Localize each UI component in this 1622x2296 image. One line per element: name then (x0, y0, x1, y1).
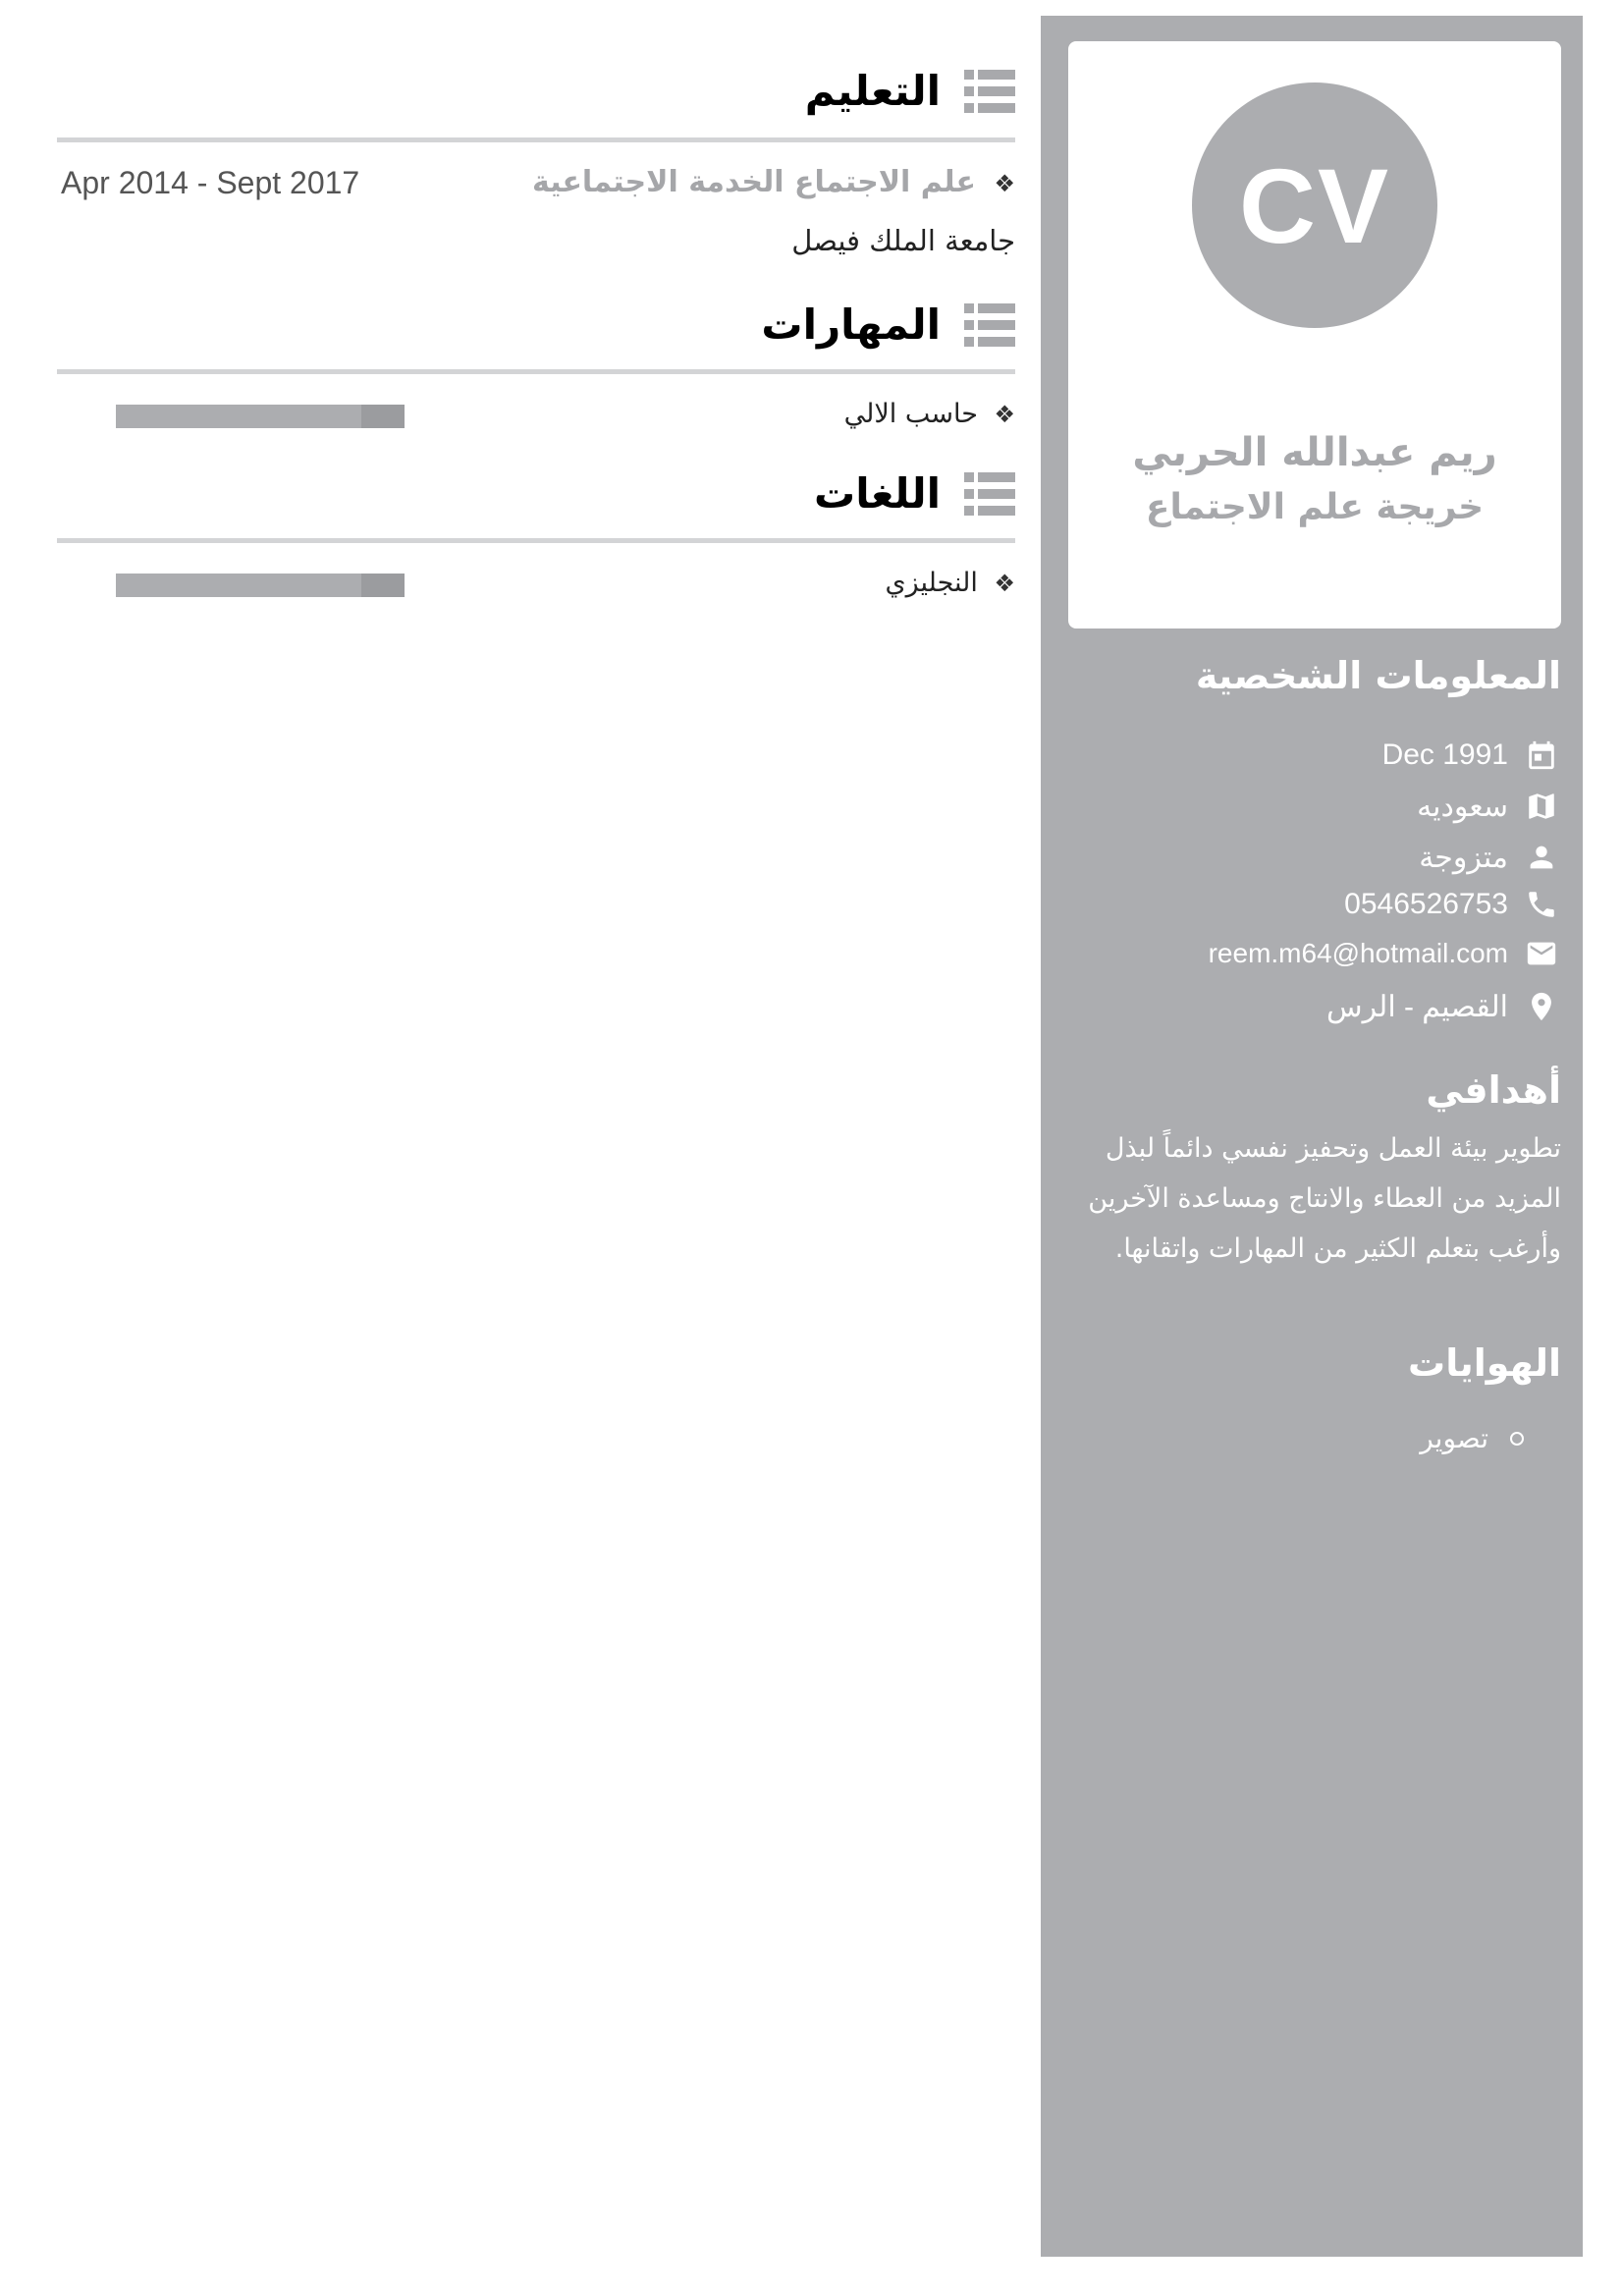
goals-heading: أهدافي (1426, 1068, 1561, 1112)
info-row-marital (1419, 835, 1561, 880)
language-label: النجليزي (885, 568, 978, 598)
hollow-bullet-icon (1510, 1432, 1524, 1446)
education-dates: Apr 2014 - Sept 2017 (61, 165, 360, 200)
birthdate-text: Dec 1991 (1381, 738, 1508, 771)
skills-heading: المهارات (761, 301, 941, 349)
cv-badge-text: CV (1238, 145, 1391, 265)
mail-icon (1522, 934, 1561, 973)
profile-card (1068, 41, 1561, 629)
cv-badge (1192, 82, 1437, 328)
skill-level-bar (116, 405, 405, 428)
list-icon (964, 70, 1015, 113)
person-title: خريجة علم الاجتماع (1145, 487, 1485, 527)
calendar-icon (1522, 736, 1561, 775)
info-row-phone (1344, 882, 1561, 927)
languages-divider (57, 538, 1015, 543)
list-icon (964, 472, 1015, 516)
education-section-header (805, 67, 1015, 115)
info-row-email (1209, 931, 1561, 976)
skill-label: حاسب الالي (843, 399, 978, 429)
nationality-text: سعوديه (1417, 790, 1508, 823)
diamond-bullet-icon: ❖ (994, 570, 1015, 597)
education-heading: التعليم (804, 67, 941, 115)
hobbies-heading: الهوايات (1408, 1341, 1561, 1385)
personal-info-heading: المعلومات الشخصية (1195, 654, 1561, 697)
location-pin-icon (1522, 987, 1561, 1026)
degree-label: علم الاجتماع الخدمة الاجتماعية (532, 165, 977, 199)
info-row-location (1326, 984, 1561, 1029)
list-icon (964, 303, 1015, 347)
languages-section-header (814, 469, 1015, 518)
person-name: ريم عبدالله الحربي (1132, 430, 1497, 475)
skill-item (844, 399, 1015, 429)
skills-divider (57, 369, 1015, 374)
map-icon (1522, 787, 1561, 826)
email-text: reem.m64@hotmail.com (1208, 938, 1508, 968)
languages-heading: اللغات (814, 469, 941, 518)
hobby-label: تصوير (1420, 1422, 1488, 1454)
school-name: جامعة الملك فيصل (791, 224, 1015, 257)
info-row-nationality (1417, 784, 1561, 829)
sidebar (1041, 16, 1583, 2257)
degree-title (532, 165, 1015, 199)
skills-section-header (761, 301, 1015, 349)
language-item (885, 568, 1015, 598)
phone-icon (1522, 885, 1561, 924)
person-icon (1522, 838, 1561, 877)
phone-text: 0546526753 (1344, 888, 1508, 920)
location-text: القصيم - الرس (1326, 990, 1508, 1023)
skill-level-fill (116, 405, 361, 428)
diamond-bullet-icon: ❖ (994, 170, 1015, 197)
goals-text: تطوير بيئة العمل وتحفيز نفسي دائماً لبذل المزيد من العطاء والانتاج ومساعدة الآخرين وأرغب بتعلم الكثير من المهارات واتقانها. (1088, 1133, 1561, 1264)
diamond-bullet-icon: ❖ (994, 401, 1015, 428)
marital-status-text: متزوجة (1419, 841, 1508, 874)
language-level-bar (116, 574, 405, 597)
info-row-birthdate (1382, 733, 1561, 778)
education-divider (57, 137, 1015, 142)
language-level-fill (116, 574, 361, 597)
hobby-item (1420, 1422, 1524, 1454)
